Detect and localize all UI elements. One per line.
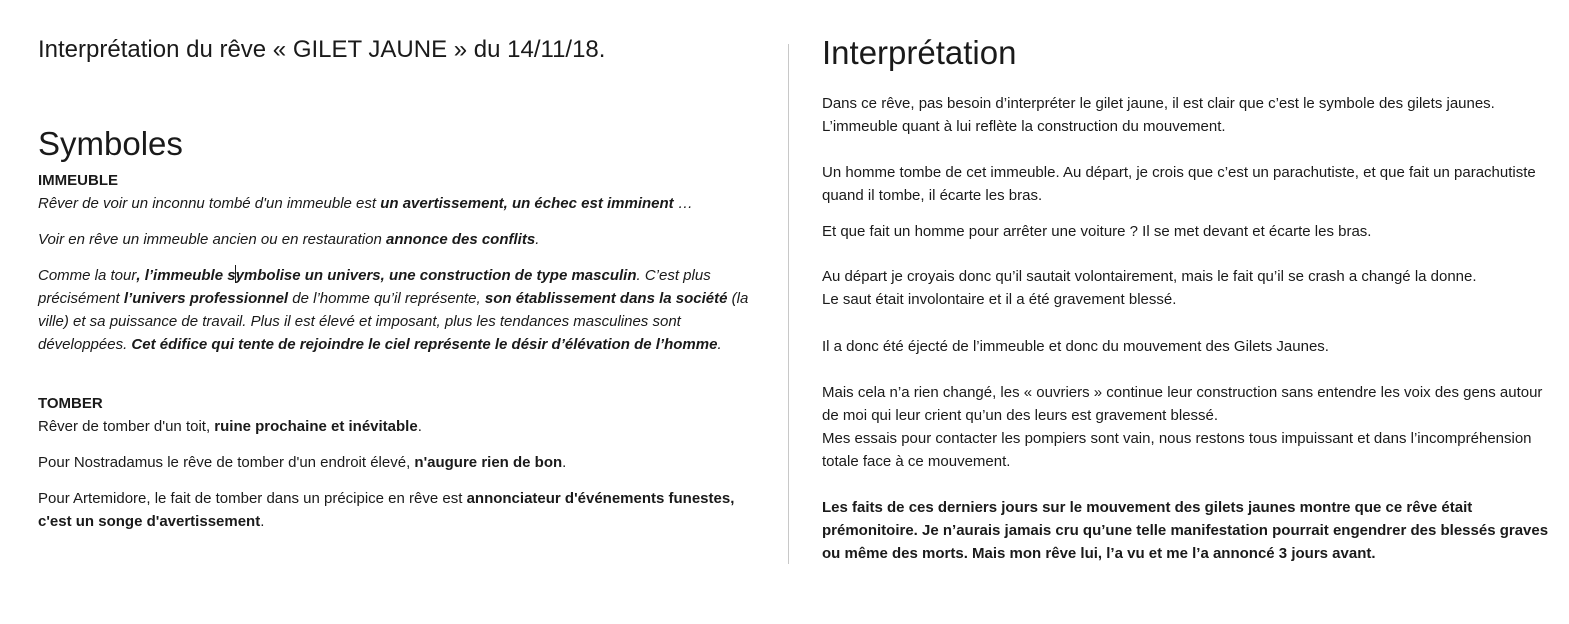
tomber-paragraph-2[interactable]: [38, 451, 763, 474]
text-run: …: [673, 195, 693, 212]
document-title[interactable]: Interprétation du rêve « GILET JAUNE » du 14/11/18.: [38, 36, 606, 63]
bold-run: ymbolise un univers, une construction de type masculin: [235, 267, 637, 284]
bold-run: un avertissement, un échec est imminent: [380, 195, 674, 212]
interpretation-paragraph-1[interactable]: [822, 92, 1552, 138]
bold-run: l’univers professionnel: [123, 290, 289, 307]
text-run: .: [260, 513, 265, 530]
text-run: (la ville) et sa puissance de travail. Plus il est élevé et imposant, plus les tendances masculines sont développées.: [38, 290, 749, 353]
symbols-heading[interactable]: Symboles: [38, 125, 183, 162]
interpretation-conclusion[interactable]: Les faits de ces derniers jours sur le mouvement des gilets jaunes montre que ce rêve était prémonitoire. Je n’aurais jamais cru qu’une telle manifestation pourrait engendrer des blessés graves ou même des morts. Mais mon rêve lui, l’a vu et me l’a annoncé 3 jours avant.: [822, 499, 1549, 562]
right-column: [822, 30, 1552, 565]
text-line: Mais cela n’a rien changé, les « ouvriers » continue leur construction sans entendre les voix des gens autour de moi qui leur crient qu’un des leurs est gravement blessé.: [822, 384, 1543, 424]
bold-run: ruine prochaine et inévitable: [214, 418, 418, 435]
tomber-paragraph-1[interactable]: [38, 415, 763, 438]
interpretation-paragraph-4[interactable]: [822, 265, 1552, 311]
interpretation-paragraph-5[interactable]: Il a donc été éjecté de l’immeuble et donc du mouvement des Gilets Jaunes.: [822, 338, 1329, 355]
text-run: .: [417, 418, 422, 435]
text-run: Rêver de tomber d'un toit,: [38, 418, 215, 435]
text-run: Pour Artemidore, le fait de tomber dans un précipice en rêve est: [38, 490, 467, 507]
tomber-paragraph-3[interactable]: [38, 487, 763, 533]
text-line: Dans ce rêve, pas besoin d’interpréter le gilet jaune, il est clair que c’est le symbole des gilets jaunes.: [822, 95, 1495, 112]
text-run: Voir en rêve un immeuble ancien ou en restauration: [38, 231, 386, 248]
text-run: Pour Nostradamus le rêve de tomber d'un endroit élevé,: [38, 454, 415, 471]
column-divider: [788, 44, 789, 564]
interpretation-paragraph-2[interactable]: Un homme tombe de cet immeuble. Au départ, je crois que c’est un parachutiste, et que fait un parachutiste quand il tombe, il écarte les bras.: [822, 164, 1536, 204]
bold-run: , l’immeuble s: [136, 267, 236, 284]
bold-run: n'augure rien de bon: [414, 454, 563, 471]
text-run: Comme la tour: [38, 267, 137, 284]
interpretation-heading[interactable]: Interprétation: [822, 34, 1017, 71]
bold-run: Cet édifice qui tente de rejoindre le ciel représente le désir d’élévation de l’homme: [131, 336, 718, 353]
text-run: .: [562, 454, 567, 471]
immeuble-paragraph-1[interactable]: [38, 192, 763, 215]
interpretation-paragraph-3[interactable]: Et que fait un homme pour arrêter une voiture ? Il se met devant et écarte les bras.: [822, 223, 1372, 240]
immeuble-label[interactable]: IMMEUBLE: [38, 172, 118, 189]
text-run: de l’homme qu’il représente,: [288, 290, 485, 307]
text-run: Rêver de voir un inconnu tombé d'un immeuble est: [38, 195, 381, 212]
immeuble-paragraph-3[interactable]: [38, 264, 763, 356]
text-run: .: [535, 231, 540, 248]
bold-run: annonciateur d'événements funestes, c'est un songe d'avertissement: [38, 490, 735, 530]
text-line: L’immeuble quant à lui reflète la construction du mouvement.: [822, 118, 1226, 135]
immeuble-paragraph-2[interactable]: [38, 228, 763, 251]
bold-run: annonce des conflits: [385, 231, 536, 248]
bold-run: son établissement dans la société: [484, 290, 728, 307]
tomber-label[interactable]: TOMBER: [38, 395, 103, 412]
text-line: Mes essais pour contacter les pompiers sont vain, nous restons tous impuissant et dans l’incompréhension totale face à ce mouvement.: [822, 430, 1532, 470]
text-run: .: [717, 336, 722, 353]
text-run: . C’est plus précisément: [38, 267, 711, 307]
text-line: Le saut était involontaire et il a été gravement blessé.: [822, 291, 1177, 308]
left-column: [38, 30, 763, 533]
interpretation-paragraph-6[interactable]: [822, 381, 1552, 473]
text-line: Au départ je croyais donc qu’il sautait volontairement, mais le fait qu’il se crash a changé la donne.: [822, 268, 1477, 285]
